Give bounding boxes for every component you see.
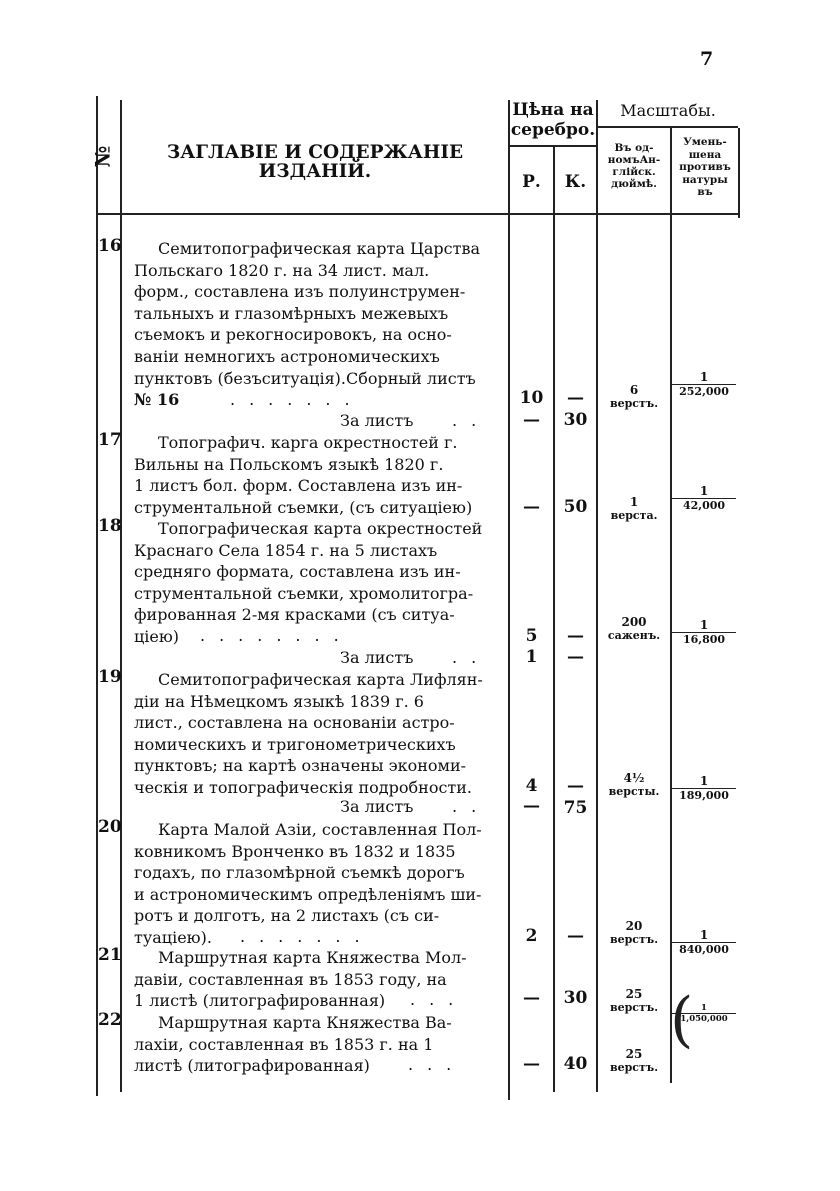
header-title: ЗАГЛАВІЕ И СОДЕРЖАНІЕ ИЗДАНІЙ. [166, 142, 464, 183]
ratio-denominator: 252,000 [672, 384, 736, 398]
scale-inch-num: 6 [629, 383, 639, 397]
scale-inch [600, 1048, 668, 1074]
ratio-denominator: 1,050,000 [672, 1013, 736, 1024]
entry-line: Семитопографическая карта Царства [158, 239, 481, 258]
ratio-denominator: 840,000 [672, 942, 736, 956]
dot-leader: ....... [230, 390, 364, 409]
scale-inch-unit: саженъ. [607, 629, 661, 642]
scale-inch [600, 616, 668, 642]
price-kop: — [567, 626, 584, 646]
scale-inch [600, 772, 668, 798]
header-price-line2: серебро. [510, 120, 596, 140]
entry-number: 22 [98, 1010, 122, 1030]
rule-header-bottom [98, 213, 738, 215]
entry-line: ваніи немногихъ астрономическихъ [134, 346, 440, 366]
scale-inch-num: 25 [625, 1047, 643, 1061]
header-scale-col2-line: шена [688, 148, 722, 161]
ratio-numerator: 1 [699, 928, 709, 942]
price-rub: 4 [525, 776, 538, 796]
scale-ratio [672, 484, 736, 512]
entry-line: ротъ и долготъ, на 2 листахъ (съ си- [134, 906, 440, 926]
per-sheet-rub: 1 [525, 647, 538, 667]
brace-left: ( [670, 985, 694, 1055]
dot-leader: ....... [240, 927, 374, 946]
entry-text [134, 238, 501, 411]
ratio-denominator: 16,800 [672, 632, 736, 646]
scale-inch-num: 25 [625, 987, 643, 1001]
entry-line: и астрономическимъ опредѣленіямъ ши- [134, 884, 482, 904]
rule-right [738, 128, 740, 218]
entry-line: тальныхъ и глазомѣрныхъ межевыхъ [134, 303, 449, 323]
per-sheet-kop: 75 [563, 798, 588, 818]
header-num-sign: № [90, 145, 115, 168]
entry-text [134, 432, 501, 518]
price-kop: — [567, 776, 584, 796]
rule-kop [596, 100, 598, 1092]
entry-line: Польскаго 1820 г. на 34 лист. мал. [134, 260, 430, 280]
price-kop: — [567, 388, 584, 408]
per-sheet-label: За листъ [340, 648, 414, 667]
entry-line: струментальной съемки, (съ ситуаціею) [134, 497, 473, 517]
entry-line: давіи, составленная въ 1853 году, на [134, 969, 447, 989]
per-sheet-rub: — [523, 410, 540, 430]
ratio-numerator: 1 [699, 370, 709, 384]
price-kop: — [567, 926, 584, 946]
entry-line: діи на Нѣмецкомъ языкѣ 1839 г. 6 [134, 691, 424, 711]
price-rub: 2 [525, 926, 538, 946]
price-rub: 10 [519, 388, 544, 408]
header-scale-col1-line: глійск. [612, 166, 656, 178]
header-scale-col2-line: натуры [682, 173, 728, 186]
price-rub: — [523, 497, 540, 517]
entry-line: Карта Малой Азіи, составленная Пол- [158, 820, 482, 839]
entry-line: пунктовъ; на картѣ означены экономи- [134, 756, 467, 776]
entry-line: Маршрутная карта Княжества Мол- [158, 948, 467, 967]
entry-line: ковникомъ Вронченко въ 1832 и 1835 [134, 841, 456, 861]
scale-ratio [672, 1003, 736, 1024]
ratio-denominator: 42,000 [672, 498, 736, 512]
ratio-denominator: 189,000 [672, 788, 736, 802]
entry-line: 1 листѣ (литографированная) [134, 991, 386, 1011]
header-rub: Р. [522, 172, 541, 192]
scale-inch-unit: верстъ. [609, 1061, 659, 1074]
header-kop: К. [564, 172, 587, 192]
price-kop: 40 [563, 1054, 588, 1074]
entry-number: 17 [98, 430, 122, 450]
header-price-line1: Цѣна на [512, 100, 594, 120]
price-rub: — [523, 988, 540, 1008]
rule-title [508, 100, 510, 1100]
scale-ratio [672, 618, 736, 646]
header-scale-col2-line: въ [697, 186, 713, 198]
scale-inch-num: 4½ [623, 771, 645, 785]
entry-line: фированная 2-мя красками (съ ситуа- [134, 605, 455, 625]
dot-leader: .. [452, 648, 491, 667]
entry-line: Топографическая карта окрестностей [158, 519, 483, 538]
scale-inch [600, 496, 668, 522]
entry-line: ціею) [134, 626, 180, 646]
entry-line: Маршрутная карта Княжества Ва- [158, 1013, 452, 1032]
entry-line: средняго формата, составлена изъ ин- [134, 562, 461, 582]
rule-rub [553, 145, 555, 1092]
scale-inch-num: 1 [629, 495, 639, 509]
scale-inch-unit: верстъ. [609, 397, 659, 410]
rule-price-mid [510, 145, 596, 147]
scale-inch-unit: версты. [608, 785, 660, 798]
per-sheet-label: За листъ [340, 411, 414, 430]
dot-leader: ... [410, 990, 468, 1009]
price-kop: 30 [563, 988, 588, 1008]
entry-line: годахъ, по глазомѣрной съемкѣ дорогъ [134, 863, 465, 883]
rule-scales-mid [598, 126, 738, 128]
dot-leader: ... [408, 1055, 466, 1074]
scale-inch [600, 988, 668, 1014]
entry-line: Топографич. карга окрестностей г. [158, 433, 458, 452]
entry-line: листѣ (литографированная) [134, 1056, 370, 1076]
scale-inch-num: 20 [625, 919, 643, 933]
entry-line: пунктовъ (безъситуація).Сборный листъ [134, 368, 476, 388]
scale-inch-num: 200 [621, 615, 647, 629]
ratio-numerator: 1 [699, 618, 709, 632]
header-scale-col2-line: Умень- [683, 136, 727, 148]
ratio-numerator: 1 [701, 1003, 707, 1013]
header-scale-col1 [598, 142, 670, 190]
entry-line: ческія и топографическія подробности. [134, 777, 473, 797]
entry-number: 16 [98, 236, 122, 256]
entry-number: 19 [98, 667, 122, 687]
scale-inch [600, 384, 668, 410]
price-rub: 5 [525, 626, 538, 646]
header-scale-col1-line: дюймѣ. [611, 178, 657, 190]
entry-text [134, 669, 501, 799]
entry-line: лахіи, составленная въ 1853 г. на 1 [134, 1034, 434, 1054]
per-sheet-kop: 30 [563, 410, 588, 430]
entry-line: Вильны на Польскомъ языкѣ 1820 г. [134, 454, 444, 474]
dot-leader: .. [452, 411, 491, 430]
entry-line: № 16 [134, 390, 180, 410]
header-scale-col2-line: противъ [679, 161, 731, 173]
entry-number: 20 [98, 817, 122, 837]
entry-line: лист., составлена на основаніи астро- [134, 713, 455, 733]
header-scales: Масштабы. [620, 101, 716, 120]
header-scale-col2 [672, 136, 738, 199]
scale-ratio [672, 928, 736, 956]
price-kop: 50 [563, 497, 588, 517]
entry-line: Краснаго Села 1854 г. на 5 листахъ [134, 540, 438, 560]
ratio-numerator: 1 [699, 484, 709, 498]
dot-leader: .. [452, 797, 491, 816]
page-number: 7 [700, 48, 714, 70]
scale-ratio [672, 370, 736, 398]
entry-line: форм., составлена изъ полуинструмен- [134, 282, 466, 302]
entry-number: 21 [98, 945, 122, 965]
scale-inch-unit: верстъ. [609, 933, 659, 946]
scale-inch-unit: верста. [610, 509, 658, 522]
entry-line: номическихъ и тригонометрическихъ [134, 734, 456, 754]
entry-line: 1 листъ бол. форм. Составлена изъ ин- [134, 476, 463, 496]
entry-number: 18 [98, 516, 122, 536]
per-sheet-label: За листъ [340, 797, 414, 816]
per-sheet-rub: — [523, 796, 540, 816]
header-scale-col1-line: номъАн- [607, 154, 661, 166]
entry-line: съемокъ и рекогносировокъ, на осно- [134, 325, 452, 345]
dot-leader: ........ [200, 626, 353, 645]
entry-line: туаціею). [134, 927, 212, 947]
entry-line: Семитопографическая карта Лифлян- [158, 670, 483, 689]
header-scale-col1-line: Въ од- [614, 142, 654, 154]
scale-inch [600, 920, 668, 946]
price-rub: — [523, 1054, 540, 1074]
scale-inch-unit: верстъ. [609, 1001, 659, 1014]
entry-line: струментальной съемки, хромолитогра- [134, 583, 474, 603]
ratio-numerator: 1 [699, 774, 709, 788]
per-sheet-kop: — [567, 647, 584, 667]
scale-ratio [672, 774, 736, 802]
